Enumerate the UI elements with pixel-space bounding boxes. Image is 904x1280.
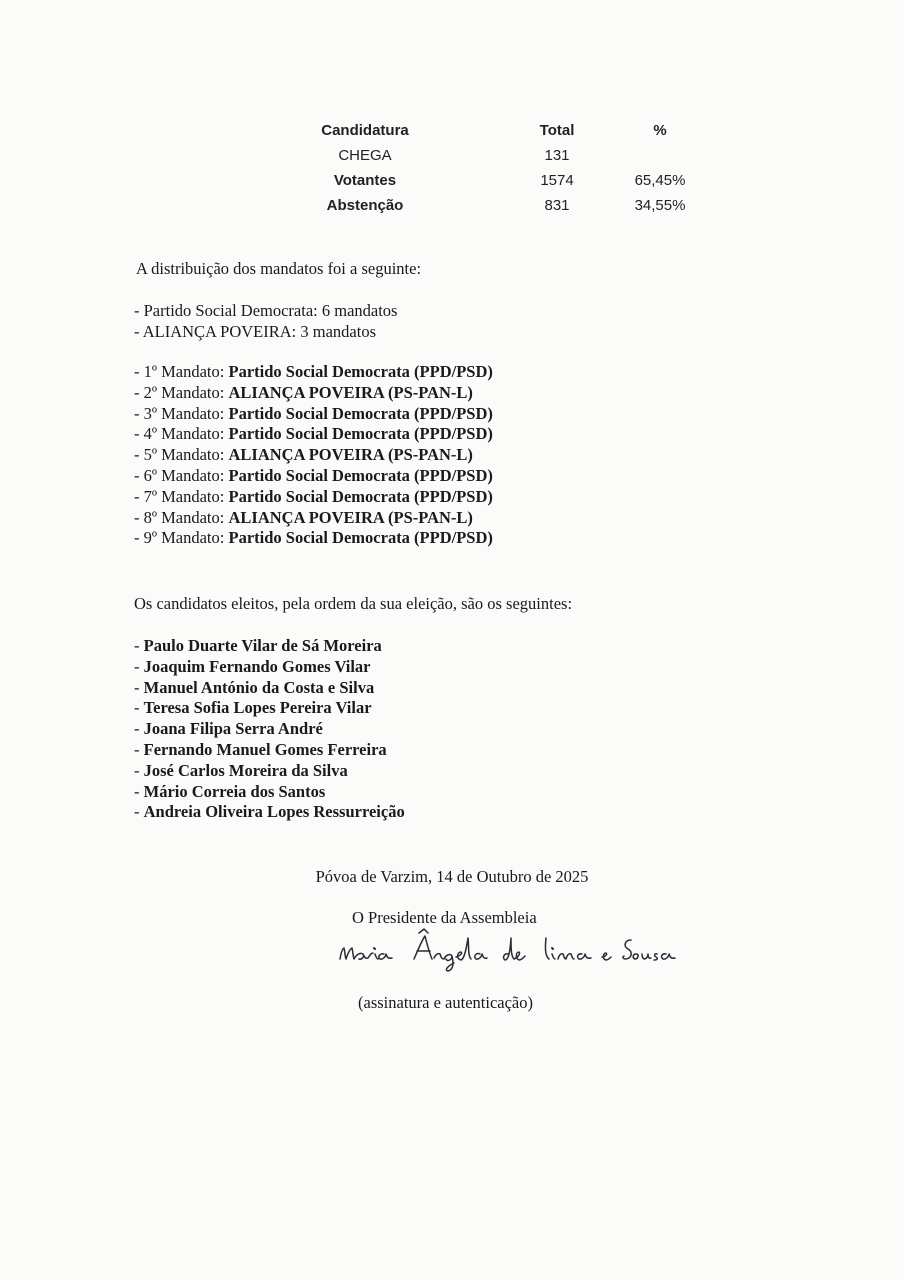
party-summary-list <box>134 300 397 342</box>
row-total: 131 <box>544 147 570 164</box>
row-total: 831 <box>544 197 570 214</box>
mandate-party: Partido Social Democrata (PPD/PSD) <box>228 362 493 381</box>
mandate-party: ALIANÇA POVEIRA (PS-PAN-L) <box>228 382 473 402</box>
elected-item: - Joana Filipa Serra André <box>134 719 323 739</box>
mandate-item <box>134 404 493 425</box>
mandate-prefix: - 4º Mandato: <box>134 424 229 444</box>
place-date: Póvoa de Varzim, 14 de Outubro de 2025 <box>315 867 589 886</box>
row-label: CHEGA <box>338 147 392 164</box>
mandate-prefix: - 6º Mandato: <box>134 465 229 485</box>
elected-item: - Teresa Sofia Lopes Pereira Vilar <box>134 698 372 718</box>
mandate-item <box>134 362 493 383</box>
mandate-item <box>134 383 493 404</box>
row-percent: 34,55% <box>634 197 686 214</box>
results-row <box>300 168 720 193</box>
elected-item: - Andreia Oliveira Lopes Ressurreição <box>134 802 405 822</box>
elected-item: - Manuel António da Costa e Silva <box>134 677 375 697</box>
mandate-prefix: - 7º Mandato: <box>134 486 229 506</box>
elected-name: Mário Correia dos Santos <box>143 781 326 801</box>
mandate-party: Partido Social Democrata (PPD/PSD) <box>228 424 493 444</box>
distribution-intro: A distribuição dos mandatos foi a seguinte: <box>136 259 422 278</box>
mandate-prefix: - 2º Mandato: <box>134 382 229 402</box>
elected-item: - Joaquim Fernando Gomes Vilar <box>134 656 371 676</box>
elected-name: Joaquim Fernando Gomes Vilar <box>143 656 371 676</box>
mandate-party: Partido Social Democrata (PPD/PSD) <box>228 486 493 506</box>
header-candidatura: Candidatura <box>321 122 409 139</box>
row-percent: 65,45% <box>634 172 686 189</box>
mandate-list <box>134 362 493 549</box>
elected-list <box>134 636 405 823</box>
mandate-party: Partido Social Democrata (PPD/PSD) <box>228 465 493 485</box>
mandate-item <box>134 466 493 487</box>
mandate-prefix: - 9º Mandato: <box>134 528 229 548</box>
elected-item: - Fernando Manuel Gomes Ferreira <box>134 739 387 759</box>
elected-intro: Os candidatos eleitos, pela ordem da sua eleição, são os seguintes: <box>134 594 573 613</box>
signature-note: (assinatura e autenticação) <box>358 993 533 1012</box>
mandate-prefix: - 1º Mandato: <box>134 362 229 381</box>
mandate-item <box>134 424 493 445</box>
mandate-party: Partido Social Democrata (PPD/PSD) <box>228 403 493 423</box>
elected-name: Joana Filipa Serra André <box>143 719 323 739</box>
results-table <box>300 118 720 218</box>
elected-name: Fernando Manuel Gomes Ferreira <box>143 739 387 759</box>
header-total: Total <box>539 122 575 139</box>
mandate-prefix: - 8º Mandato: <box>134 507 229 527</box>
elected-name: Teresa Sofia Lopes Pereira Vilar <box>143 698 372 718</box>
mandate-item <box>134 508 493 529</box>
row-label: Abstenção <box>326 197 404 214</box>
mandate-party: ALIANÇA POVEIRA (PS-PAN-L) <box>228 445 473 465</box>
president-title: O Presidente da Assembleia <box>352 908 537 927</box>
mandate-party: Partido Social Democrata (PPD/PSD) <box>228 528 493 548</box>
elected-name: Manuel António da Costa e Silva <box>143 677 375 697</box>
elected-item: - Mário Correia dos Santos <box>134 781 326 801</box>
mandate-item <box>134 445 493 466</box>
elected-item: - José Carlos Moreira da Silva <box>134 760 348 780</box>
results-row <box>300 193 720 218</box>
party-summary-item: - ALIANÇA POVEIRA: 3 mandatos <box>134 322 376 341</box>
mandate-item <box>134 528 493 549</box>
mandate-party: ALIANÇA POVEIRA (PS-PAN-L) <box>228 507 473 527</box>
handwritten-signature <box>330 926 680 974</box>
results-header-row <box>300 118 720 143</box>
row-label: Votantes <box>333 172 397 189</box>
elected-name: José Carlos Moreira da Silva <box>143 760 348 780</box>
elected-item: - Paulo Duarte Vilar de Sá Moreira <box>134 636 382 655</box>
mandate-prefix: - 3º Mandato: <box>134 403 229 423</box>
mandate-item <box>134 487 493 508</box>
row-total: 1574 <box>540 172 574 189</box>
elected-name: Andreia Oliveira Lopes Ressurreição <box>143 802 405 822</box>
results-row <box>300 143 720 168</box>
mandate-prefix: - 5º Mandato: <box>134 445 229 465</box>
elected-name: Paulo Duarte Vilar de Sá Moreira <box>143 636 382 655</box>
party-summary-item: - Partido Social Democrata: 6 mandatos <box>134 301 398 320</box>
header-percent: % <box>653 122 667 139</box>
